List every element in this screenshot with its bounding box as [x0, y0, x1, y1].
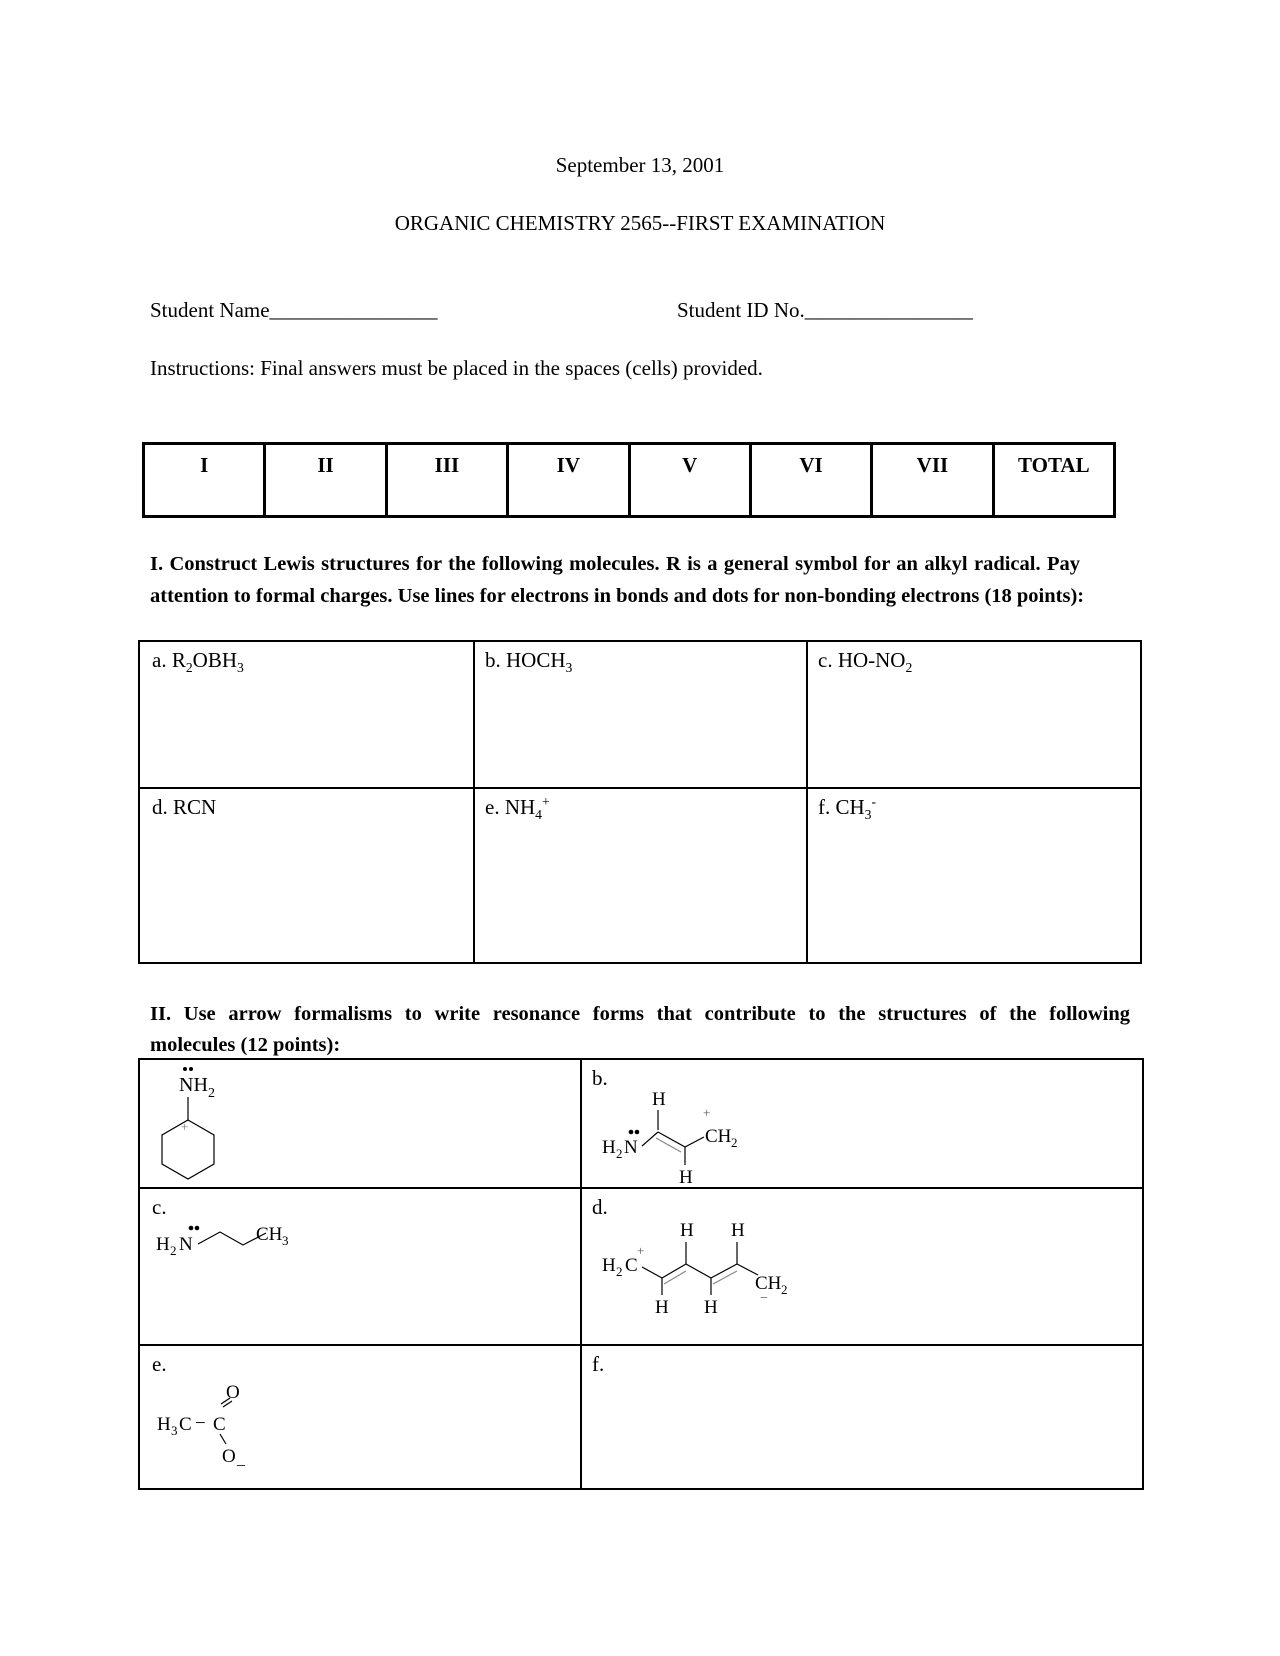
- item-a-label: a. $R_2OBH_3$: [152, 648, 244, 676]
- molecule-b-charge: +: [703, 1105, 711, 1120]
- resonance-cell-b[interactable]: [582, 1060, 1142, 1187]
- score-cell-iii[interactable]: III: [386, 444, 507, 517]
- score-cell-ii[interactable]: II: [265, 444, 386, 517]
- item-f-label: f. $CH_3^-$: [818, 794, 877, 823]
- item-c-label: c. $HO-NO_2$: [818, 648, 913, 676]
- resonance-cell-c[interactable]: [140, 1189, 580, 1344]
- molecule-c-ch-sub: 3: [282, 1233, 289, 1248]
- resonance-grid: [138, 1058, 1144, 1490]
- answer-cell-f[interactable]: [808, 789, 1140, 962]
- molecule-c-amine-n: N: [179, 1234, 193, 1255]
- molecule-c-amine-h: H: [156, 1234, 170, 1255]
- molecule-e-structure: [150, 1376, 350, 1481]
- resonance-cell-a[interactable]: [140, 1060, 580, 1187]
- molecule-e-c2: C: [213, 1414, 226, 1435]
- answer-cell-a[interactable]: [140, 642, 473, 787]
- molecule-e-h: H: [157, 1414, 171, 1435]
- molecule-d-minus: −: [760, 1291, 768, 1306]
- molecule-b-ch-sub: 2: [731, 1135, 738, 1150]
- molecule-d-charge: +: [637, 1243, 645, 1258]
- exam-date: September 13, 2001: [555, 153, 725, 177]
- molecule-d-h2c-sub: 2: [616, 1264, 623, 1279]
- score-cell-i[interactable]: I: [144, 444, 265, 517]
- molecule-c-ch: CH: [256, 1224, 283, 1245]
- molecule-a-structure: [150, 1060, 310, 1185]
- molecule-d-ch-sub: 2: [781, 1282, 788, 1297]
- score-cell-vi[interactable]: VI: [750, 444, 871, 517]
- molecule-a-charge: +: [181, 1119, 189, 1134]
- molecule-b-amine-h: H: [602, 1137, 616, 1158]
- molecule-b-structure: [592, 1060, 792, 1185]
- resonance-cell-f[interactable]: [582, 1346, 1142, 1488]
- lewis-structures-grid: [138, 640, 1142, 964]
- molecule-d-h2: H: [731, 1220, 745, 1241]
- molecule-d-h2c-h: H: [602, 1255, 616, 1276]
- molecule-b-h-bottom: H: [679, 1167, 693, 1185]
- answer-cell-b[interactable]: [475, 642, 806, 787]
- score-cell-total[interactable]: TOTAL: [993, 444, 1114, 517]
- cell-b-label: b.: [592, 1066, 608, 1090]
- cell-c-label: c.: [152, 1195, 167, 1219]
- section1-line1: I. Construct Lewis structures for the following molecules. R is a general symbol for an alkyl radical. Pay: [150, 553, 1080, 575]
- score-cell-vii[interactable]: VII: [872, 444, 993, 517]
- molecule-e-dash: −: [195, 1413, 206, 1434]
- cell-d-label: d.: [592, 1195, 608, 1219]
- answer-cell-e[interactable]: [475, 789, 806, 962]
- molecule-e-sub: 3: [171, 1423, 178, 1438]
- molecule-c-amine-sub: 2: [170, 1243, 177, 1258]
- molecule-d-h3: H: [655, 1297, 669, 1318]
- molecule-e-o-bottom: O: [222, 1446, 236, 1467]
- molecule-c-structure: [150, 1221, 350, 1301]
- molecule-b-h-top: H: [652, 1089, 666, 1110]
- cell-e-label: e.: [152, 1352, 167, 1376]
- molecule-d-ch: CH: [755, 1273, 782, 1294]
- section2-line2: molecules (12 points):: [150, 1034, 341, 1056]
- answer-cell-d[interactable]: [140, 789, 473, 962]
- student-id-field[interactable]: Student ID No.________________: [677, 298, 973, 322]
- section1-line2: attention to formal charges. Use lines for electrons in bonds and dots for non-bonding electrons (18 points):: [150, 585, 1085, 607]
- molecule-d-h2c-c: C: [625, 1255, 638, 1276]
- molecule-e-o-top: O: [226, 1382, 240, 1403]
- score-table: [142, 442, 1116, 518]
- molecule-b-amine-n: N: [624, 1137, 638, 1158]
- molecule-b-amine-sub: 2: [616, 1146, 623, 1161]
- molecule-a-nh: NH: [179, 1074, 208, 1096]
- item-d-label: d. RCN: [152, 795, 217, 819]
- cell-f-label: f.: [592, 1352, 605, 1376]
- molecule-d-structure: [592, 1215, 822, 1340]
- score-cell-v[interactable]: V: [629, 444, 750, 517]
- molecule-a-sub: 2: [208, 1086, 215, 1101]
- molecule-d-h4: H: [704, 1297, 718, 1318]
- exam-title: ORGANIC CHEMISTRY 2565--FIRST EXAMINATION: [394, 211, 886, 235]
- molecule-d-h1: H: [680, 1220, 694, 1241]
- item-b-label: b. $HOCH_3$: [485, 648, 573, 676]
- resonance-cell-e[interactable]: [140, 1346, 580, 1488]
- student-name-field[interactable]: Student Name________________: [150, 298, 438, 322]
- instructions: Instructions: Final answers must be placed in the spaces (cells) provided.: [150, 356, 763, 380]
- score-cell-iv[interactable]: IV: [508, 444, 629, 517]
- molecule-e-c1: C: [179, 1414, 192, 1435]
- molecule-b-ch: CH: [705, 1126, 732, 1147]
- item-e-label: e. $NH_4^+$: [485, 794, 550, 823]
- resonance-cell-d[interactable]: [582, 1189, 1142, 1344]
- section2-line1: II. Use arrow formalisms to write resonance forms that contribute to the structures of the following: [150, 1003, 1130, 1025]
- molecule-e-o-minus: _: [237, 1451, 245, 1468]
- answer-cell-c[interactable]: [808, 642, 1140, 787]
